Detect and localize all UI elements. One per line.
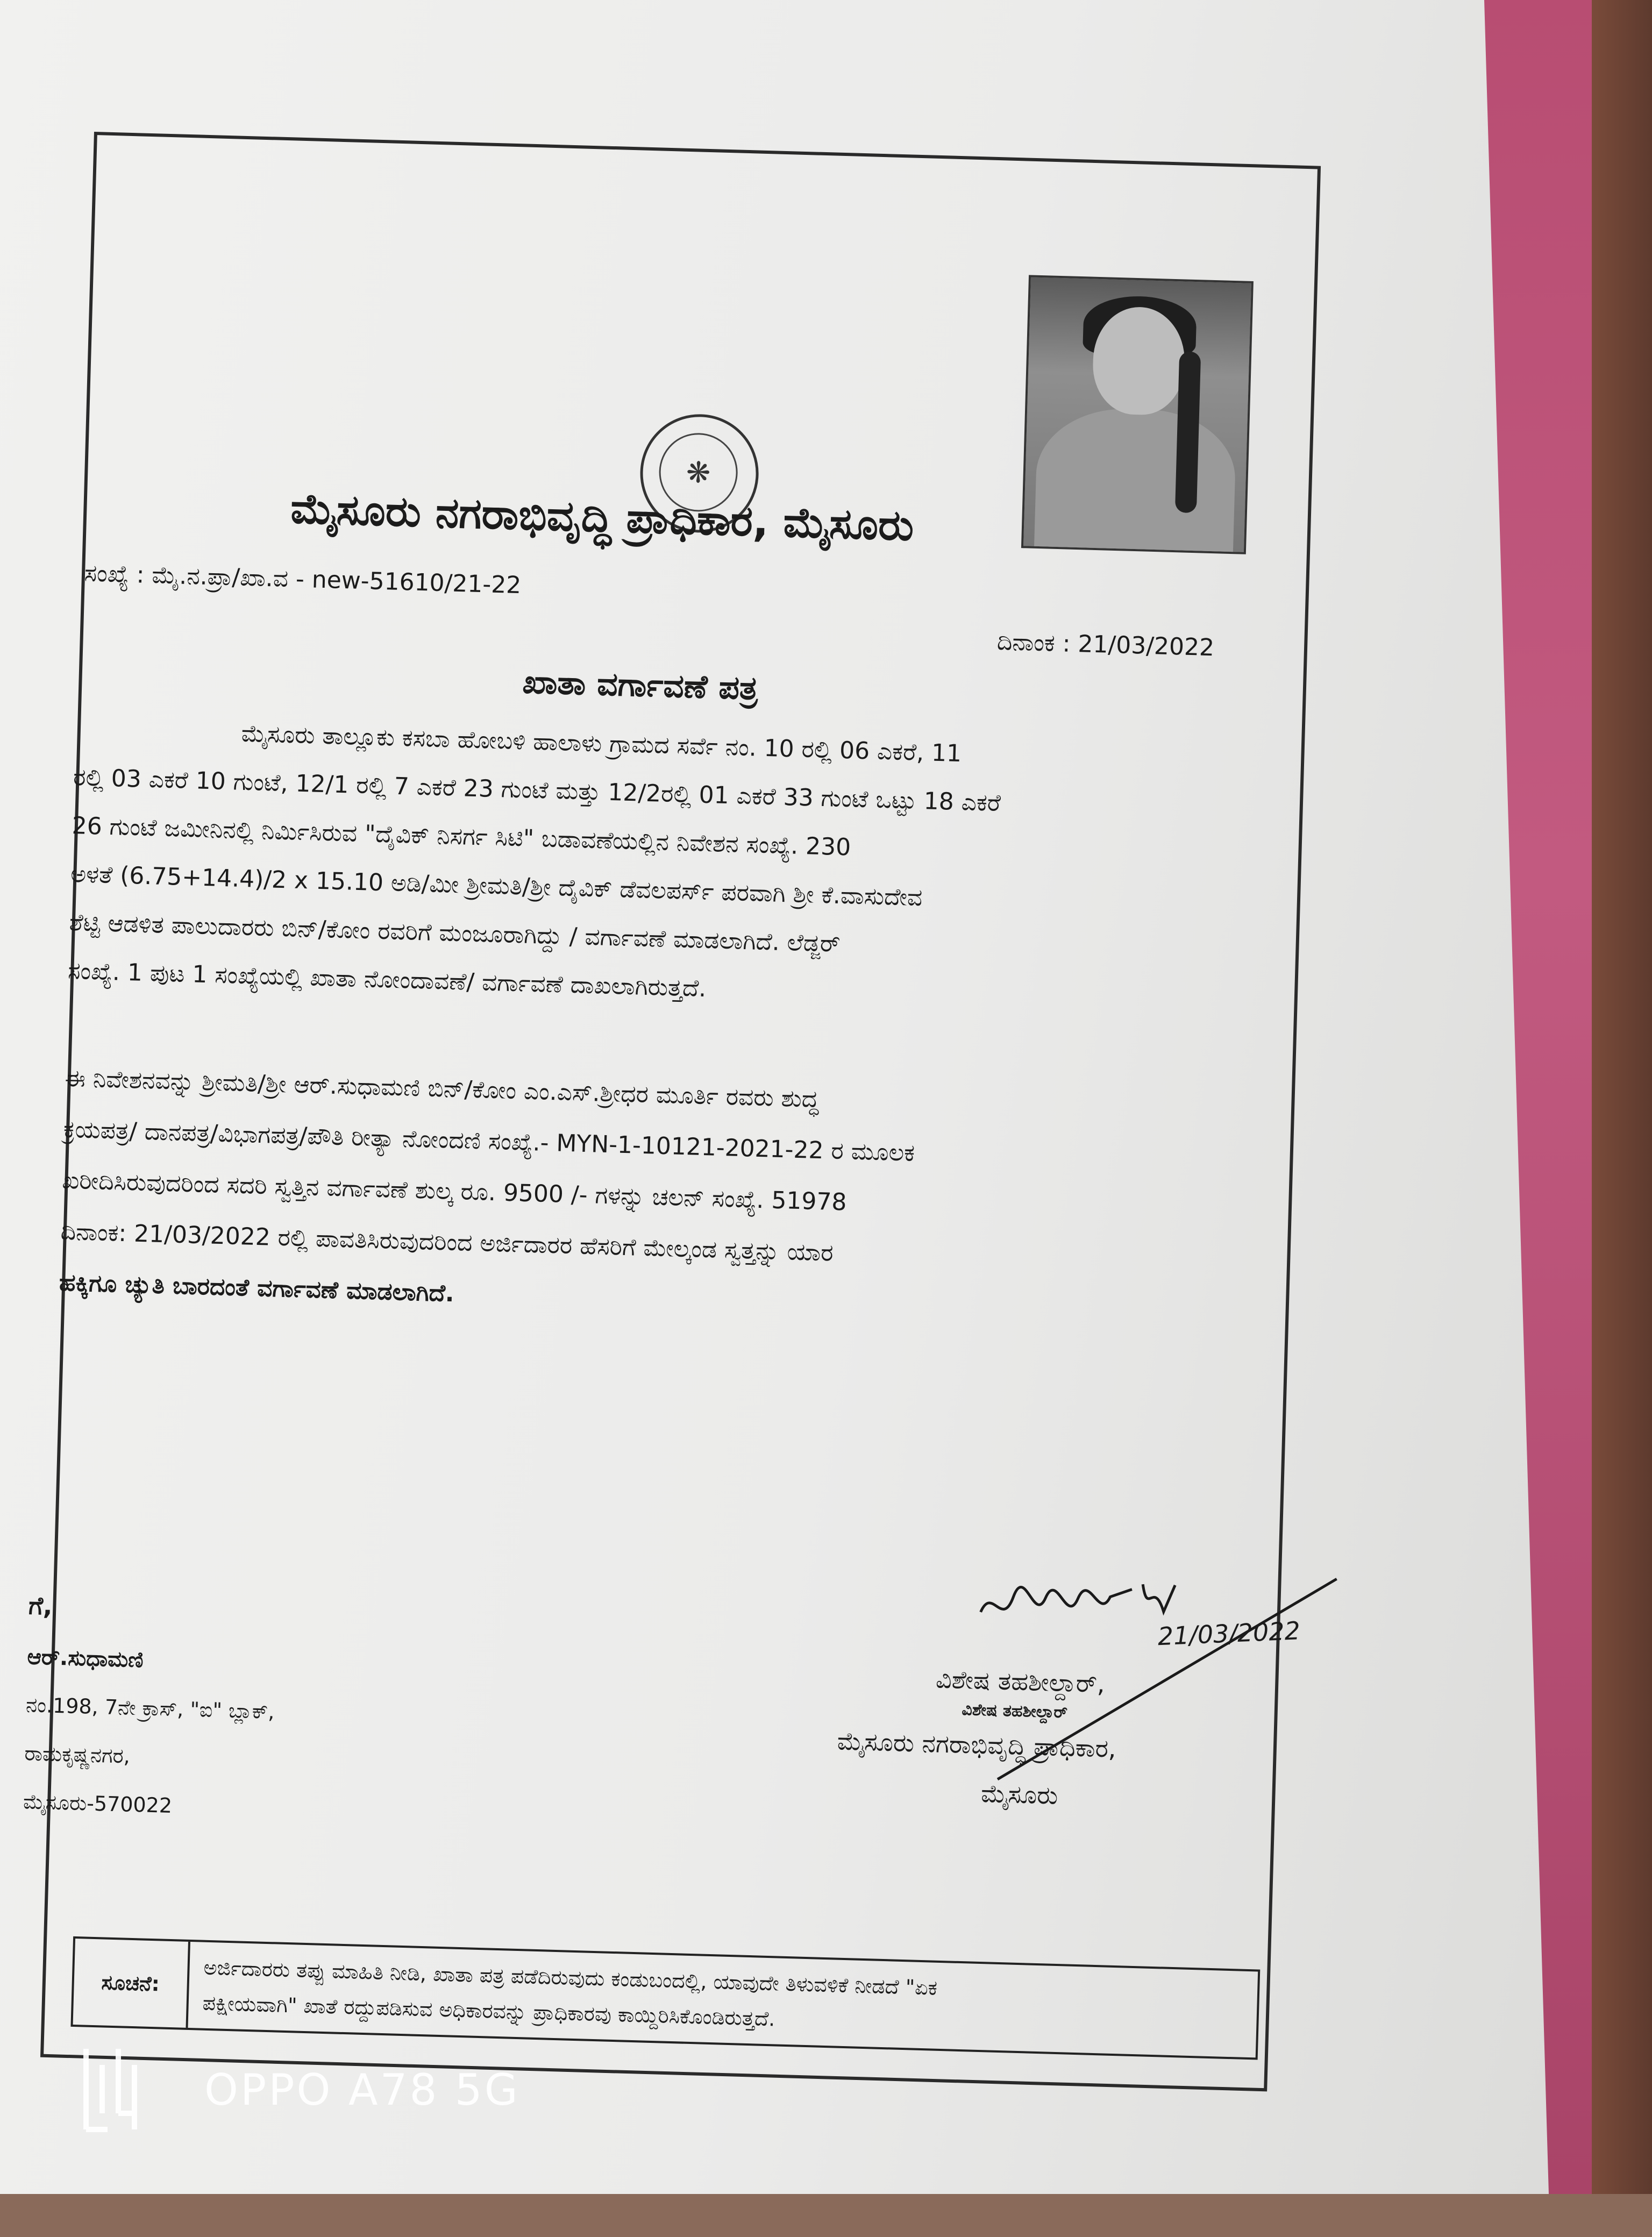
signatory-organisation: ಮೈಸೂರು ನಗರಾಭಿವೃದ್ಧಿ ಪ್ರಾಧಿಕಾರ, [837,1726,1117,1763]
paragraph-line: ಹಕ್ಕಿಗೂ ಚ್ಯುತಿ ಬಾರದಂತೆ ವರ್ಗಾವಣೆ ಮಾಡಲಾಗಿದೆ. [59,1269,455,1308]
paragraph-line: ಈ ನಿವೇಶನವನ್ನು ಶ್ರೀಮತಿ/ಶ್ರೀ ಆರ್.ಸುಧಾಮಣಿ ಬಿನ್/ಕೋಂ ಎಂ.ಎಸ್.ಶ್ರೀಧರ ಮೂರ್ತಿ ರವರು ಶುದ್ಧ [64,1064,820,1114]
issue-date: ದಿನಾಂಕ : 21/03/2022 [996,628,1215,662]
notice-label: ಸೂಚನೆ: [73,1939,190,2028]
signatory-designation: ವಿಶೇಷ ತಹಶೀಲ್ದಾರ್, [935,1664,1106,1699]
subject-heading: ಖಾತಾ ವರ್ಗಾವಣೆ ಪತ್ರ [522,663,759,708]
paragraph-line: ಸಂಖ್ಯೆ. 1 ಪುಟ 1 ಸಂಖ್ಯೆಯಲ್ಲಿ ಖಾತಾ ನೋಂದಾವಣೆ/ ವರ್ಗಾವಣೆ ದಾಖಲಾಗಿರುತ್ತದೆ. [67,957,707,1003]
notice-line: ಪಕ್ಷೀಯವಾಗಿ" ಖಾತೆ ರದ್ದುಪಡಿಸುವ ಅಧಿಕಾರವನ್ನು ಪ್ರಾಧಿಕಾರವು ಕಾಯ್ದಿರಿಸಿಕೊಂಡಿರುತ್ತದೆ. [202,1991,775,2031]
recipient-address-line: ರಾಮಕೃಷ್ಣನಗರ, [24,1741,131,1768]
recipient-address-line: ಮೈಸೂರು-570022 [23,1790,173,1818]
applicant-photo [1021,275,1254,554]
authority-title: ಮೈಸೂರು ನಗರಾಭಿವೃದ್ಧಿ ಪ್ರಾಧಿಕಾರ, ಮೈಸೂರು [290,485,915,551]
recipient-address-line: ನಂ.198, 7ನೇ ಕ್ರಾಸ್, "ಐ" ಬ್ಲಾಕ್, [25,1693,275,1724]
recipient-name: ಆರ್.ಸುಧಾಮಣಿ [26,1644,144,1673]
paragraph-line: ಅಳತೆ (6.75+14.4)/2 x 15.10 ಅಡಿ/ಮೀ ಶ್ರೀಮತಿ/ಶ್ರೀ ದೈವಿಕ್ ಡೆವಲಪರ್ಸ್ ಪರವಾಗಿ ಶ್ರೀ ಕೆ.ವಾಸುದೇವ [70,860,923,912]
camera-watermark-text: OPPO A78 5G [204,2065,520,2115]
camera-logo-icon [81,2043,140,2135]
paragraph-line: ಖರೀದಿಸಿರುವುದರಿಂದ ಸದರಿ ಸ್ವತ್ತಿನ ವರ್ಗಾವಣೆ ಶುಲ್ಕ ರೂ. 9500 /- ಗಳನ್ನು ಚಲನ್ ಸಂಖ್ಯೆ. 51978 [61,1166,848,1216]
paragraph-line: ಶೆಟ್ಟಿ ಆಡಳಿತ ಪಾಲುದಾರರು ಬಿನ್/ಕೋಂ ರವರಿಗೆ ಮಂಜೂರಾಗಿದ್ದು / ವರ್ಗಾವಣೆ ಮಾಡಲಾಗಿದೆ. ಲೆಡ್ಜರ್ [69,908,841,958]
handwritten-date: 21/03/2022 [1157,1616,1301,1651]
signatory-stamp: ವಿಶೇಷ ತಹಶೀಲ್ದಾರ್ [962,1700,1068,1722]
paragraph-line: ದಿನಾಂಕ: 21/03/2022 ರಲ್ಲಿ ಪಾವತಿಸಿರುವುದರಿಂದ ಅರ್ಜಿದಾರರ ಹೆಸರಿಗೆ ಮೇಲ್ಕಂಡ ಸ್ವತ್ತನ್ನು ಯಾರ [60,1217,834,1267]
notice-text [202,1950,1247,2050]
paragraph-line: ಕ್ರಯಪತ್ರ/ ದಾನಪತ್ರ/ವಿಭಾಗಪತ್ರ/ಪೌತಿ ರೀತ್ಯಾ ನೋಂದಣಿ ಸಂಖ್ಯೆ.- MYN-1-10121-2021-22 ರ ಮೂಲಕ [63,1115,915,1167]
signatory-city: ಮೈಸೂರು [980,1778,1059,1810]
emblem-icon: ❋ [658,432,739,512]
reference-number: ಸಂಖ್ಯೆ : ಮೈ.ನ.ಪ್ರಾ/ಖಾ.ವ - new-51610/21-22 [84,559,522,600]
paragraph-line: ಮೈಸೂರು ತಾಲ್ಲೂಕು ಕಸಬಾ ಹೋಬಳಿ ಹಾಲಾಳು ಗ್ರಾಮದ ಸರ್ವೆ ನಂ. 10 ರಲ್ಲಿ 06 ಎಕರೆ, 11 [241,719,962,768]
paragraph-line: ರಲ್ಲಿ 03 ಎಕರೆ 10 ಗುಂಟೆ, 12/1 ರಲ್ಲಿ 7 ಎಕರೆ 23 ಗುಂಟೆ ಮತ್ತು 12/2ರಲ್ಲಿ 01 ಎಕರೆ 33 ಗುಂಟೆ ಒಟ್ಟು 18 ಎಕರೆ [73,764,1001,817]
to-label: ಗೆ, [28,1591,53,1621]
notice-line: ಅರ್ಜಿದಾರರು ತಪ್ಪು ಮಾಹಿತಿ ನೀಡಿ, ಖಾತಾ ಪತ್ರ ಪಡೆದಿರುವುದು ಕಂಡುಬಂದಲ್ಲಿ, ಯಾವುದೇ ತಿಳುವಳಿಕೆ ನೀಡದೆ "ಏಕ [203,1955,938,2000]
paragraph-line: 26 ಗುಂಟೆ ಜಮೀನಿನಲ್ಲಿ ನಿರ್ಮಿಸಿರುವ "ದೈವಿಕ್ ನಿಸರ್ಗ ಸಿಟಿ" ಬಡಾವಣೆಯಲ್ಲಿನ ನಿವೇಶನ ಸಂಖ್ಯೆ. 230 [72,812,851,861]
notice-box [70,1936,1260,2060]
